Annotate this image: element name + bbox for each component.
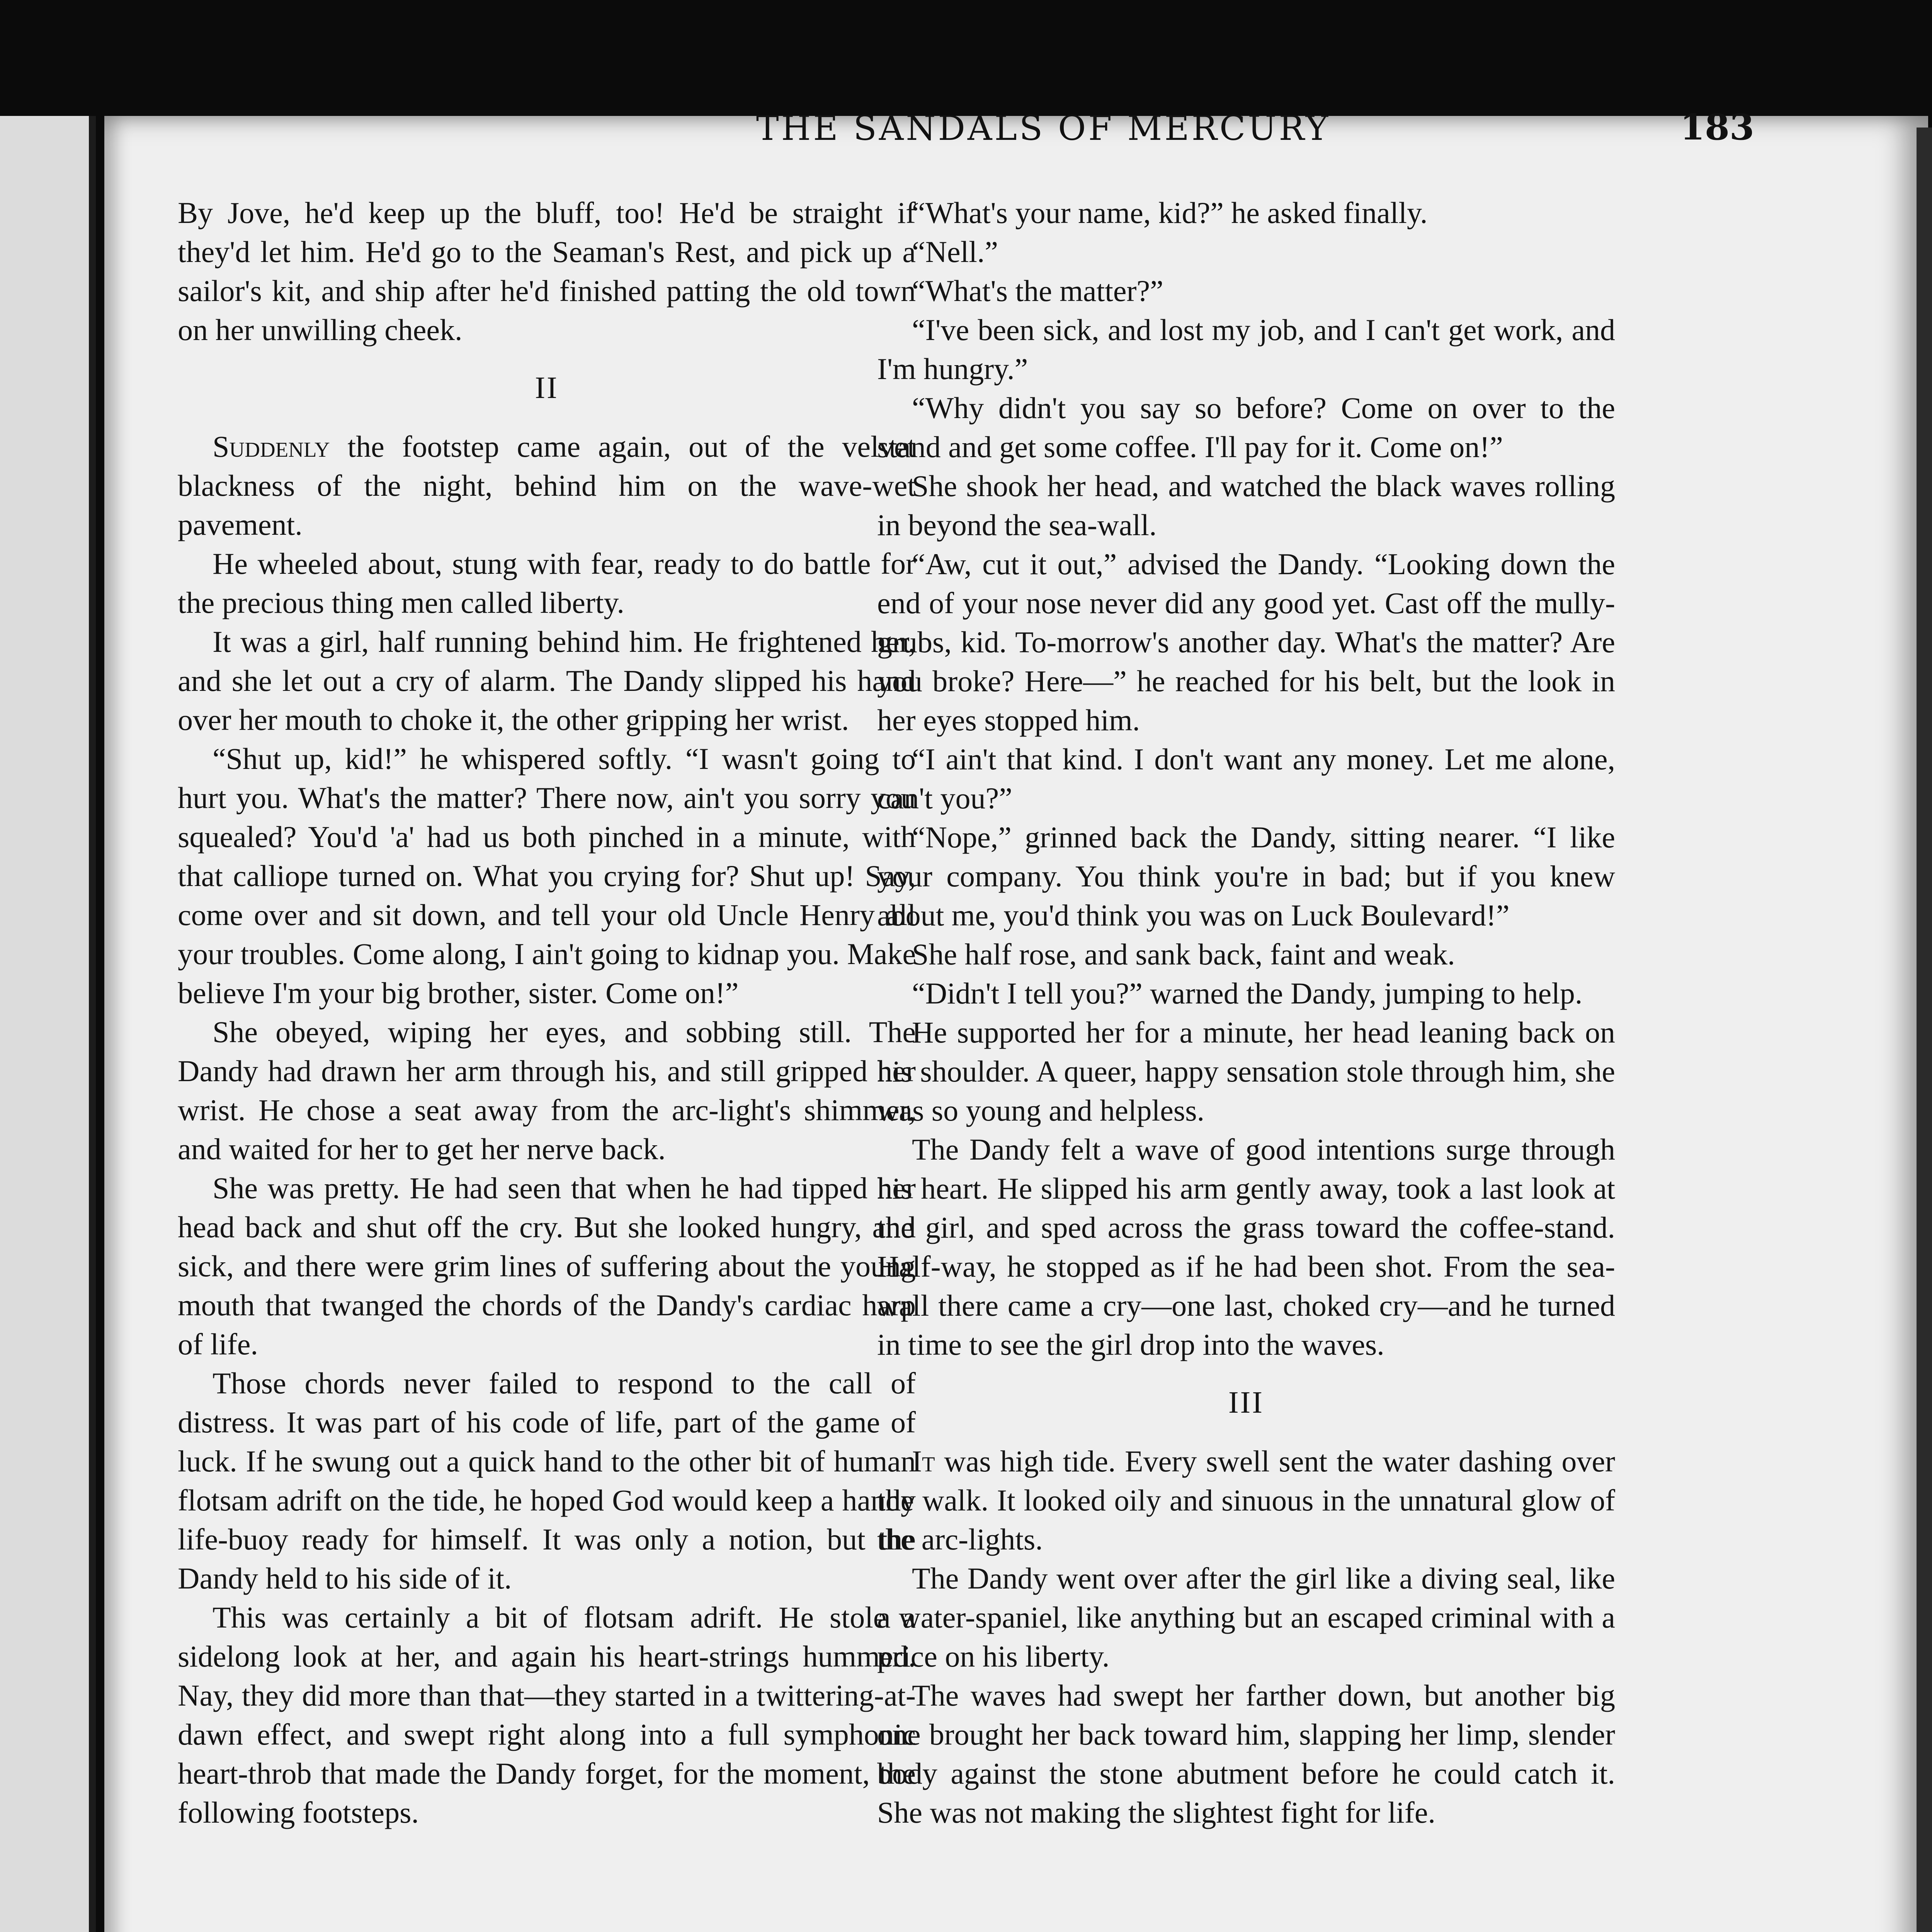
paragraph: “Nope,” grinned back the Dandy, sitting nearer. “I like your company. You think you're in bad; but if you knew about me, you'd think you was on Luck Boulevard!” <box>877 820 1615 932</box>
paragraph-text: the footstep came again, out of the velvet blackness of the night, behind him on the wave-wet pavement. <box>178 430 916 541</box>
paragraph: The Dandy went over after the girl like a diving seal, like a water-spaniel, like anything but an escaped criminal with a price on his liberty. <box>877 1561 1615 1673</box>
running-title: THE SANDALS OF MERCURY <box>756 108 1331 148</box>
paragraph: Those chords never failed to respond to the call of distress. It was part of his code of life, part of the game of luck. If he swung out a quick hand to the other bit of human flotsam adrift on the tide, he hoped God would keep a handy life-buoy ready for himself. It was only a notion, but the Dandy held to his side of it. <box>178 1366 916 1595</box>
paragraph: “What's your name, kid?” he asked finally. <box>912 196 1428 230</box>
paragraph: “I've been sick, and lost my job, and I can't get work, and I'm hungry.” <box>877 313 1615 386</box>
paragraph: It was a girl, half running behind him. He frightened her, and she let out a cry of alarm. The Dandy slipped his hand over her mouth to choke it, the other gripping her wrist. <box>178 625 916 736</box>
paragraph: He supported her for a minute, her head leaning back on his shoulder. A queer, happy sensation stole through him, she was so young and helpless. <box>877 1015 1615 1127</box>
paragraph: She shook her head, and watched the black waves rolling in beyond the sea-wall. <box>877 469 1615 542</box>
paragraph <box>178 427 916 544</box>
paragraph: The waves had swept her farther down, but another big one brought her back toward him, slapping her limp, slender body against the stone abutment before he could catch it. She was not making the slightest fight for life. <box>877 1679 1615 1829</box>
paragraph: “I ain't that kind. I don't want any money. Let me alone, can't you?” <box>877 742 1615 815</box>
paragraph: The Dandy felt a wave of good intentions surge through his heart. He slipped his arm gently away, took a last look at the girl, and sped across the grass toward the coffee-stand. Half-way, he stopped as if he had been shot. From the sea-wall there came a cry—one last, choked cry—and he turned in time to see the girl drop into the waves. <box>877 1133 1615 1361</box>
paragraph <box>877 1442 1615 1559</box>
paragraph: He wheeled about, stung with fear, ready to do battle for the precious thing men called liberty. <box>178 547 916 619</box>
paragraph: This was certainly a bit of flotsam adrift. He stole a sidelong look at her, and again his heart-strings hummed. Nay, they did more than that—they started in a twittering-at-dawn effect, and swept right along into a full symphonic heart-throb that made the Dandy forget, for the moment, the following footsteps. <box>178 1600 916 1829</box>
drop-lead-word: Suddenly <box>213 430 330 463</box>
paragraph: By Jove, he'd keep up the bluff, too! He'd be straight if they'd let him. He'd go to the Seaman's Rest, and pick up a sailor's kit, and ship after he'd finished patting the old town on her unwilling cheek. <box>178 196 916 347</box>
paragraph: “Nell.” <box>912 235 998 269</box>
paragraph: “Aw, cut it out,” advised the Dandy. “Looking down the end of your nose never did any good yet. Cast off the mully-grubs, kid. To-morrow's another day. What's the matter? Are you broke? Here—” he reached for his belt, but the look in her eyes stopped him. <box>877 547 1615 737</box>
section-number: III <box>1228 1386 1264 1420</box>
text-column-left <box>178 193 916 1832</box>
text-column-right <box>877 193 1615 1832</box>
paragraph: “Why didn't you say so before? Come on over to the stand and get some coffee. I'll pay for it. Come on!” <box>877 391 1615 464</box>
paragraph: She obeyed, wiping her eyes, and sobbing still. The Dandy had drawn her arm through his, and still gripped her wrist. He chose a seat away from the arc-light's shimmer, and waited for her to get her nerve back. <box>178 1015 916 1166</box>
facing-page-edge <box>0 116 96 1932</box>
drop-lead-word: It <box>912 1444 935 1478</box>
paragraph: She half rose, and sank back, faint and weak. <box>912 937 1455 971</box>
paragraph: She was pretty. He had seen that when he had tipped her head back and shut off the cry. But she looked hungry, and sick, and there were grim lines of suffering about the young mouth that twanged the chords of the Dandy's cardiac harp of life. <box>178 1171 916 1361</box>
paragraph: “Didn't I tell you?” warned the Dandy, jumping to help. <box>912 976 1583 1010</box>
page-number: 183 <box>1680 106 1754 148</box>
paragraph: “What's the matter?” <box>912 274 1163 308</box>
paragraph-text: was high tide. Every swell sent the water dashing over the walk. It looked oily and sinuous in the unnatural glow of the arc-lights. <box>877 1444 1615 1556</box>
paragraph: “Shut up, kid!” he whispered softly. “I wasn't going to hurt you. What's the matter? There now, ain't you sorry you squealed? You'd 'a' had us both pinched in a minute, with that calliope turned on. What you crying for? Shut up! Say, come over and sit down, and tell your old Uncle Henry all your troubles. Come along, I ain't going to kidnap you. Make believe I'm your big brother, sister. Come on!” <box>178 742 916 1010</box>
page-spine-shadow <box>1917 128 1932 1932</box>
section-number: II <box>535 371 559 405</box>
